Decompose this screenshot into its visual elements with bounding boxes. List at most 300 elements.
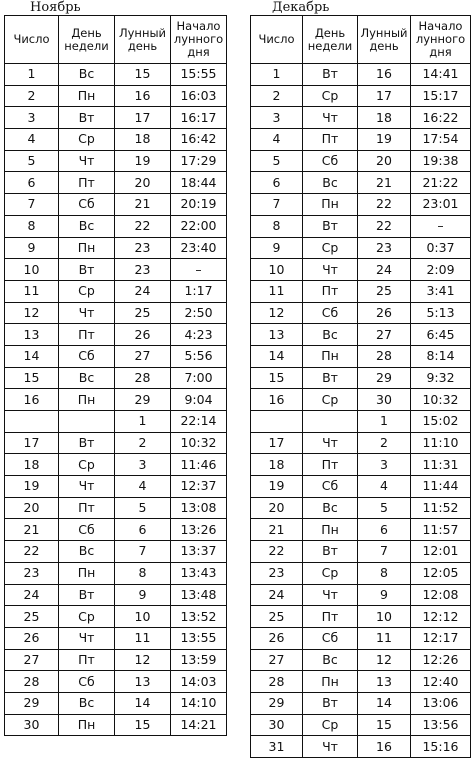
lunar-day-start-cell: 11:10: [411, 432, 471, 454]
lunar-day-cell: 24: [115, 280, 171, 302]
lunar-day-start-cell: 13:06: [411, 692, 471, 714]
date-cell: [5, 411, 59, 433]
table-row: [251, 107, 471, 129]
lunar-day-start-cell: 22:00: [171, 215, 227, 237]
lunar-day-start-cell: 13:56: [411, 714, 471, 736]
lunar-day-start-cell: 17:54: [411, 129, 471, 151]
date-cell: 21: [5, 519, 59, 541]
table-body: [251, 64, 471, 758]
date-cell: 13: [251, 324, 303, 346]
weekday-cell: Сб: [59, 671, 115, 693]
header-lunar-day-start: Начало лунного дня: [411, 16, 471, 64]
lunar-day-cell: 4: [115, 476, 171, 498]
weekday-cell: Пн: [59, 237, 115, 259]
lunar-day-cell: 19: [358, 129, 411, 151]
lunar-day-start-cell: 22:14: [171, 411, 227, 433]
lunar-day-start-cell: 13:52: [171, 606, 227, 628]
weekday-cell: Сб: [303, 302, 358, 324]
table-row: [5, 324, 227, 346]
lunar-day-cell: 5: [358, 497, 411, 519]
date-cell: 7: [251, 194, 303, 216]
table-row: [251, 432, 471, 454]
date-cell: 23: [5, 562, 59, 584]
lunar-day-start-cell: 3:41: [411, 280, 471, 302]
lunar-day-cell: 13: [115, 671, 171, 693]
date-cell: 6: [5, 172, 59, 194]
lunar-day-cell: 3: [358, 454, 411, 476]
weekday-cell: Чт: [303, 584, 358, 606]
lunar-day-start-cell: 5:56: [171, 345, 227, 367]
table-row: [5, 150, 227, 172]
lunar-day-cell: 25: [115, 302, 171, 324]
table-row: [5, 302, 227, 324]
lunar-day-start-cell: 12:26: [411, 649, 471, 671]
lunar-day-start-cell: 20:19: [171, 194, 227, 216]
lunar-day-start-cell: 19:38: [411, 150, 471, 172]
date-cell: 18: [5, 454, 59, 476]
date-cell: 19: [5, 476, 59, 498]
date-cell: 27: [5, 649, 59, 671]
table-row: [5, 606, 227, 628]
lunar-day-start-cell: 23:01: [411, 194, 471, 216]
table-row: [251, 497, 471, 519]
lunar-day-start-cell: 4:23: [171, 324, 227, 346]
lunar-day-start-cell: 17:29: [171, 150, 227, 172]
table-row: [251, 606, 471, 628]
lunar-day-start-cell: 7:00: [171, 367, 227, 389]
table-row: [5, 172, 227, 194]
lunar-day-cell: 20: [115, 172, 171, 194]
lunar-day-cell: 28: [358, 345, 411, 367]
table-row: [5, 432, 227, 454]
weekday-cell: Вс: [303, 172, 358, 194]
table-row: [5, 649, 227, 671]
weekday-cell: Чт: [303, 259, 358, 281]
date-cell: 10: [251, 259, 303, 281]
weekday-cell: Пт: [303, 606, 358, 628]
weekday-cell: Ср: [303, 85, 358, 107]
lunar-day-cell: 10: [358, 606, 411, 628]
date-cell: 2: [251, 85, 303, 107]
lunar-day-start-cell: 0:37: [411, 237, 471, 259]
table-row: [5, 367, 227, 389]
month-title-november: Ноябрь: [30, 0, 81, 15]
header-date: Число: [251, 16, 303, 64]
lunar-day-cell: 26: [115, 324, 171, 346]
table-row: [251, 64, 471, 86]
lunar-day-cell: 6: [115, 519, 171, 541]
weekday-cell: Пн: [59, 714, 115, 736]
table-row: [251, 519, 471, 541]
table-row: [251, 367, 471, 389]
date-cell: 30: [5, 714, 59, 736]
lunar-day-cell: 23: [115, 237, 171, 259]
table-row: [5, 692, 227, 714]
table-row: [251, 150, 471, 172]
table-row: [5, 237, 227, 259]
lunar-day-cell: 15: [115, 714, 171, 736]
lunar-day-cell: 9: [358, 584, 411, 606]
lunar-day-start-cell: 2:09: [411, 259, 471, 281]
table-row: [251, 454, 471, 476]
weekday-cell: Чт: [59, 627, 115, 649]
weekday-cell: Пт: [303, 280, 358, 302]
lunar-day-start-cell: 12:05: [411, 562, 471, 584]
weekday-cell: Сб: [59, 345, 115, 367]
table-row: [5, 215, 227, 237]
date-cell: 6: [251, 172, 303, 194]
table-row: [5, 584, 227, 606]
lunar-day-start-cell: 13:59: [171, 649, 227, 671]
lunar-day-cell: 7: [115, 541, 171, 563]
lunar-day-start-cell: 11:31: [411, 454, 471, 476]
table-row: [5, 519, 227, 541]
lunar-day-cell: 16: [358, 736, 411, 758]
lunar-day-cell: 22: [115, 215, 171, 237]
weekday-cell: Пт: [59, 324, 115, 346]
weekday-cell: Пн: [303, 345, 358, 367]
lunar-day-start-cell: 1:17: [171, 280, 227, 302]
weekday-cell: Пт: [59, 649, 115, 671]
date-cell: 4: [251, 129, 303, 151]
weekday-cell: Пн: [303, 194, 358, 216]
weekday-cell: Чт: [59, 476, 115, 498]
table-row: [5, 345, 227, 367]
lunar-day-start-cell: 16:03: [171, 85, 227, 107]
weekday-cell: [303, 411, 358, 433]
date-cell: 26: [251, 627, 303, 649]
date-cell: 26: [5, 627, 59, 649]
date-cell: 12: [251, 302, 303, 324]
lunar-day-start-cell: 8:14: [411, 345, 471, 367]
lunar-day-start-cell: 14:10: [171, 692, 227, 714]
table-row: [5, 497, 227, 519]
table-row: [251, 562, 471, 584]
lunar-day-start-cell: 12:12: [411, 606, 471, 628]
weekday-cell: Сб: [59, 194, 115, 216]
weekday-cell: Пт: [59, 172, 115, 194]
weekday-cell: Ср: [303, 714, 358, 736]
weekday-cell: Вс: [59, 692, 115, 714]
weekday-cell: Пн: [303, 671, 358, 693]
header-weekday: День недели: [303, 16, 358, 64]
weekday-cell: Ср: [59, 280, 115, 302]
lunar-day-cell: 25: [358, 280, 411, 302]
table-row: [251, 302, 471, 324]
lunar-day-start-cell: 6:45: [411, 324, 471, 346]
weekday-cell: Ср: [59, 606, 115, 628]
header-date: Число: [5, 16, 59, 64]
lunar-day-cell: 3: [115, 454, 171, 476]
lunar-day-start-cell: 21:22: [411, 172, 471, 194]
date-cell: 20: [5, 497, 59, 519]
november-table: [4, 15, 227, 736]
table-row: [251, 345, 471, 367]
date-cell: 28: [251, 671, 303, 693]
lunar-day-cell: 15: [358, 714, 411, 736]
lunar-day-cell: 9: [115, 584, 171, 606]
lunar-day-start-cell: 9:32: [411, 367, 471, 389]
lunar-day-start-cell: 13:55: [171, 627, 227, 649]
lunar-day-start-cell: 2:50: [171, 302, 227, 324]
date-cell: 16: [251, 389, 303, 411]
weekday-cell: Вт: [59, 107, 115, 129]
weekday-cell: Сб: [303, 476, 358, 498]
weekday-cell: Вт: [303, 692, 358, 714]
header-weekday: День недели: [59, 16, 115, 64]
lunar-day-cell: 28: [115, 367, 171, 389]
date-cell: 13: [5, 324, 59, 346]
table-row: [251, 85, 471, 107]
weekday-cell: Пн: [59, 85, 115, 107]
table-row: [251, 649, 471, 671]
date-cell: 24: [251, 584, 303, 606]
date-cell: 29: [5, 692, 59, 714]
table-row: [251, 194, 471, 216]
lunar-day-cell: 29: [115, 389, 171, 411]
lunar-day-start-cell: 12:40: [411, 671, 471, 693]
lunar-day-cell: 30: [358, 389, 411, 411]
date-cell: 11: [251, 280, 303, 302]
weekday-cell: Вт: [303, 215, 358, 237]
weekday-cell: Сб: [303, 627, 358, 649]
weekday-cell: Сб: [303, 150, 358, 172]
lunar-day-cell: 11: [358, 627, 411, 649]
table-row: [5, 107, 227, 129]
lunar-day-cell: 14: [358, 692, 411, 714]
lunar-day-start-cell: 13:37: [171, 541, 227, 563]
lunar-day-cell: 8: [358, 562, 411, 584]
date-cell: [251, 411, 303, 433]
table-row: [251, 411, 471, 433]
lunar-day-start-cell: 14:41: [411, 64, 471, 86]
date-cell: 11: [5, 280, 59, 302]
lunar-day-cell: 21: [358, 172, 411, 194]
table-row: [251, 172, 471, 194]
lunar-day-start-cell: 13:43: [171, 562, 227, 584]
table-row: [5, 280, 227, 302]
table-row: [5, 476, 227, 498]
date-cell: 15: [5, 367, 59, 389]
date-cell: 22: [251, 541, 303, 563]
date-cell: 15: [251, 367, 303, 389]
weekday-cell: Чт: [59, 302, 115, 324]
table-row: [5, 714, 227, 736]
table-row: [251, 671, 471, 693]
lunar-day-cell: 26: [358, 302, 411, 324]
lunar-day-cell: 24: [358, 259, 411, 281]
lunar-day-cell: 10: [115, 606, 171, 628]
lunar-day-cell: 5: [115, 497, 171, 519]
lunar-day-cell: 27: [115, 345, 171, 367]
table-row: [5, 194, 227, 216]
lunar-day-start-cell: 15:02: [411, 411, 471, 433]
lunar-day-start-cell: 11:57: [411, 519, 471, 541]
weekday-cell: Вт: [59, 259, 115, 281]
weekday-cell: Ср: [303, 562, 358, 584]
date-cell: 1: [251, 64, 303, 86]
lunar-day-start-cell: 13:08: [171, 497, 227, 519]
table-row: [251, 259, 471, 281]
date-cell: 4: [5, 129, 59, 151]
lunar-day-cell: 19: [115, 150, 171, 172]
weekday-cell: Чт: [303, 432, 358, 454]
date-cell: 21: [251, 519, 303, 541]
table-row: [251, 129, 471, 151]
weekday-cell: Вт: [303, 64, 358, 86]
table-body: [5, 64, 227, 736]
date-cell: 10: [5, 259, 59, 281]
header-lunar-day: Лунный день: [115, 16, 171, 64]
lunar-day-start-cell: 9:04: [171, 389, 227, 411]
month-title-december: Декабрь: [272, 0, 330, 15]
weekday-cell: Ср: [59, 129, 115, 151]
table-row: [5, 85, 227, 107]
lunar-day-cell: 22: [358, 194, 411, 216]
lunar-day-start-cell: 18:44: [171, 172, 227, 194]
date-cell: 8: [5, 215, 59, 237]
lunar-day-cell: 2: [358, 432, 411, 454]
lunar-day-start-cell: 16:17: [171, 107, 227, 129]
weekday-cell: Вт: [59, 584, 115, 606]
table-row: [251, 541, 471, 563]
table-row: [251, 714, 471, 736]
lunar-day-start-cell: 10:32: [411, 389, 471, 411]
lunar-day-start-cell: 16:22: [411, 107, 471, 129]
header-row: [251, 16, 471, 64]
lunar-day-cell: 11: [115, 627, 171, 649]
weekday-cell: Пт: [303, 129, 358, 151]
table-row: [251, 627, 471, 649]
weekday-cell: Ср: [59, 454, 115, 476]
lunar-day-start-cell: –: [171, 259, 227, 281]
weekday-cell: Вт: [59, 432, 115, 454]
header-lunar-day-start: Начало лунного дня: [171, 16, 227, 64]
weekday-cell: Вт: [303, 541, 358, 563]
date-cell: 29: [251, 692, 303, 714]
lunar-day-cell: 14: [115, 692, 171, 714]
lunar-day-cell: 23: [115, 259, 171, 281]
lunar-day-start-cell: 14:21: [171, 714, 227, 736]
weekday-cell: Пт: [303, 454, 358, 476]
date-cell: 17: [251, 432, 303, 454]
date-cell: 2: [5, 85, 59, 107]
lunar-day-start-cell: 15:17: [411, 85, 471, 107]
date-cell: 20: [251, 497, 303, 519]
table-row: [5, 411, 227, 433]
table-row: [5, 64, 227, 86]
table-row: [251, 280, 471, 302]
lunar-day-cell: 13: [358, 671, 411, 693]
table-row: [251, 215, 471, 237]
lunar-day-cell: 18: [115, 129, 171, 151]
lunar-day-start-cell: 14:03: [171, 671, 227, 693]
lunar-day-start-cell: 12:01: [411, 541, 471, 563]
date-cell: 9: [5, 237, 59, 259]
date-cell: 19: [251, 476, 303, 498]
lunar-day-start-cell: 23:40: [171, 237, 227, 259]
table-row: [251, 476, 471, 498]
lunar-day-cell: 1: [115, 411, 171, 433]
date-cell: 7: [5, 194, 59, 216]
lunar-day-start-cell: 12:17: [411, 627, 471, 649]
weekday-cell: Вс: [303, 324, 358, 346]
weekday-cell: Чт: [303, 107, 358, 129]
table-row: [251, 584, 471, 606]
lunar-day-start-cell: 11:46: [171, 454, 227, 476]
lunar-day-start-cell: 15:55: [171, 64, 227, 86]
weekday-cell: [59, 411, 115, 433]
lunar-day-start-cell: 10:32: [171, 432, 227, 454]
weekday-cell: Вс: [303, 649, 358, 671]
weekday-cell: Вс: [59, 215, 115, 237]
lunar-day-start-cell: 11:44: [411, 476, 471, 498]
lunar-day-cell: 20: [358, 150, 411, 172]
date-cell: 5: [5, 150, 59, 172]
weekday-cell: Вс: [59, 367, 115, 389]
lunar-day-cell: 6: [358, 519, 411, 541]
weekday-cell: Пн: [59, 562, 115, 584]
date-cell: 22: [5, 541, 59, 563]
table-row: [5, 671, 227, 693]
date-cell: 3: [251, 107, 303, 129]
lunar-day-cell: 18: [358, 107, 411, 129]
lunar-day-start-cell: 12:08: [411, 584, 471, 606]
lunar-day-cell: 27: [358, 324, 411, 346]
weekday-cell: Чт: [303, 736, 358, 758]
weekday-cell: Вс: [59, 64, 115, 86]
date-cell: 25: [5, 606, 59, 628]
lunar-day-start-cell: 12:37: [171, 476, 227, 498]
date-cell: 31: [251, 736, 303, 758]
weekday-cell: Ср: [303, 237, 358, 259]
table-row: [5, 259, 227, 281]
lunar-day-start-cell: –: [411, 215, 471, 237]
date-cell: 25: [251, 606, 303, 628]
date-cell: 8: [251, 215, 303, 237]
header-lunar-day: Лунный день: [358, 16, 411, 64]
lunar-day-cell: 23: [358, 237, 411, 259]
lunar-day-cell: 22: [358, 215, 411, 237]
date-cell: 9: [251, 237, 303, 259]
table-row: [5, 627, 227, 649]
date-cell: 28: [5, 671, 59, 693]
weekday-cell: Пн: [303, 519, 358, 541]
date-cell: 23: [251, 562, 303, 584]
lunar-day-start-cell: 16:42: [171, 129, 227, 151]
table-row: [251, 692, 471, 714]
lunar-day-cell: 8: [115, 562, 171, 584]
table-row: [5, 454, 227, 476]
date-cell: 18: [251, 454, 303, 476]
date-cell: 5: [251, 150, 303, 172]
lunar-day-start-cell: 13:48: [171, 584, 227, 606]
date-cell: 30: [251, 714, 303, 736]
date-cell: 14: [5, 345, 59, 367]
weekday-cell: Вс: [59, 541, 115, 563]
date-cell: 12: [5, 302, 59, 324]
date-cell: 24: [5, 584, 59, 606]
lunar-day-start-cell: 11:52: [411, 497, 471, 519]
lunar-day-cell: 17: [358, 85, 411, 107]
lunar-day-cell: 12: [115, 649, 171, 671]
weekday-cell: Пн: [59, 389, 115, 411]
weekday-cell: Сб: [59, 519, 115, 541]
date-cell: 1: [5, 64, 59, 86]
date-cell: 3: [5, 107, 59, 129]
lunar-day-cell: 16: [358, 64, 411, 86]
table-row: [5, 389, 227, 411]
